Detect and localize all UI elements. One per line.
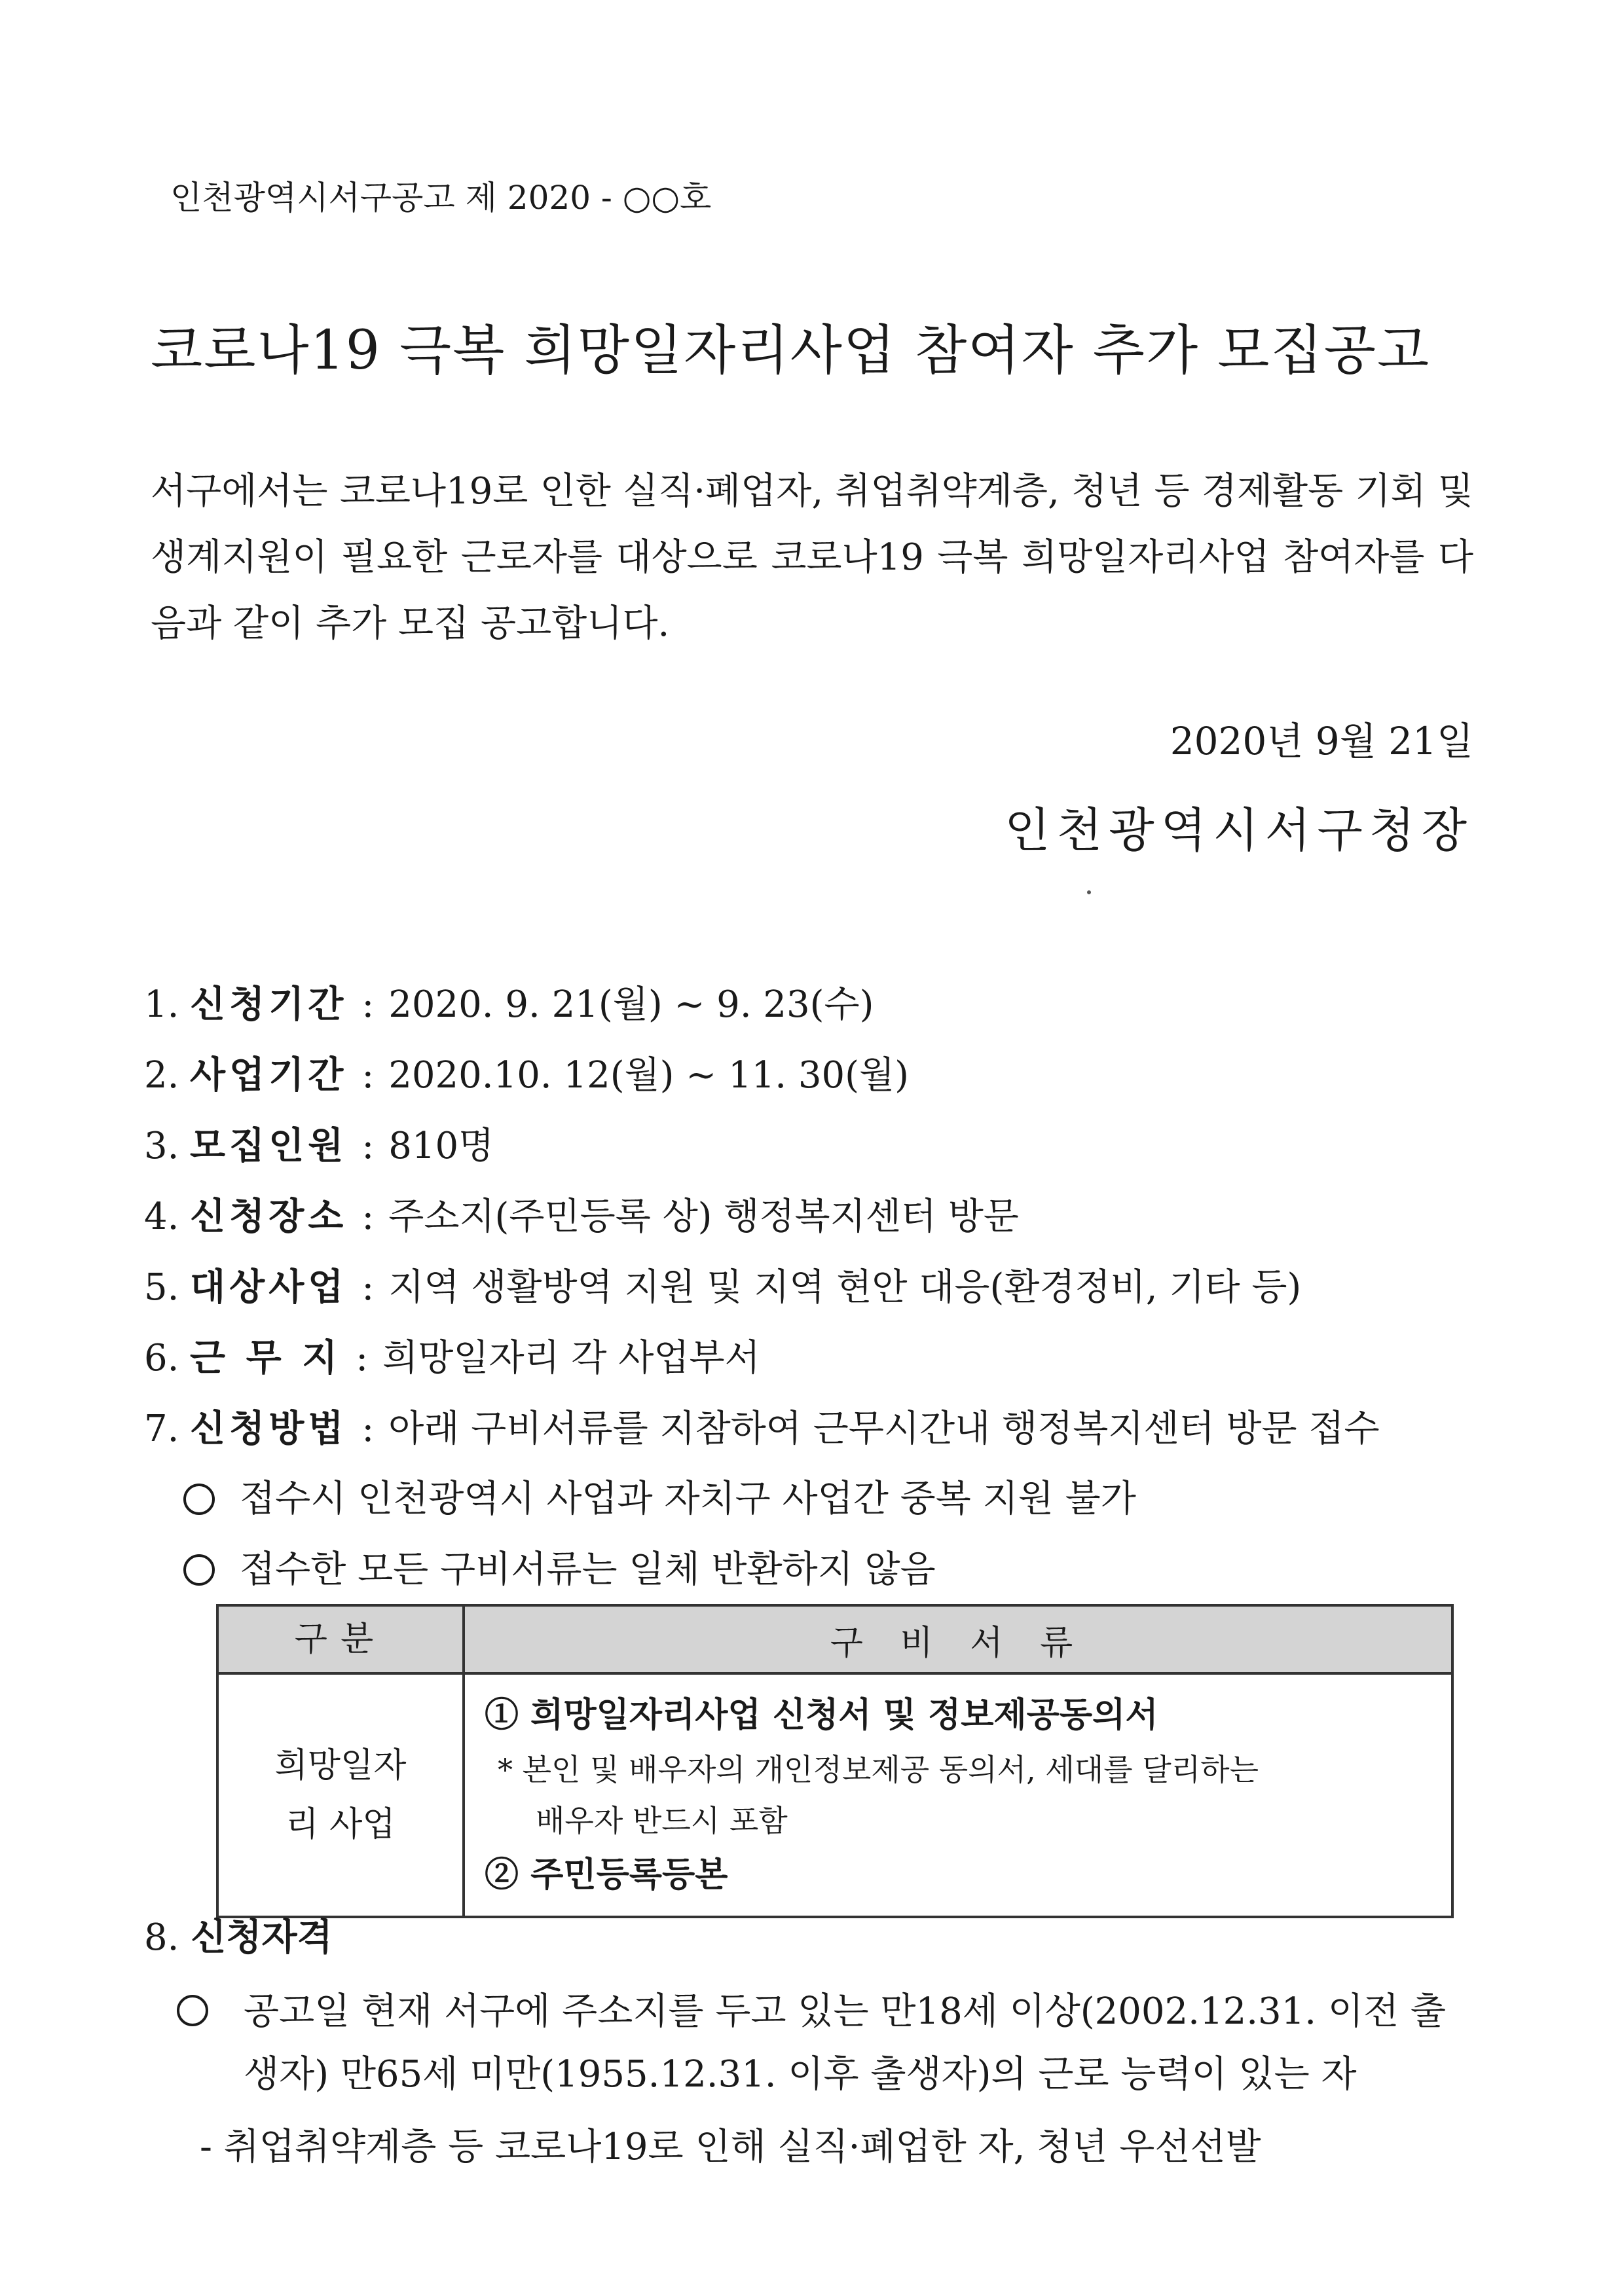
method-note: [144, 1535, 1493, 1605]
method-note: [144, 1464, 1493, 1535]
item-value: 희망일자리 각 사업부서: [382, 1337, 760, 1379]
item-value: 2020. 9. 21(월) ~ 9. 23(수): [388, 983, 874, 1026]
method-note-text: 접수한 모든 구비서류는 일체 반환하지 않음: [240, 1548, 936, 1591]
item-value: 아래 구비서류를 지참하여 근무시간내 행정복지센터 방문 접수: [388, 1408, 1380, 1450]
priority-note: - 취업취약계층 등 코로나19로 인해 실직·폐업한 자, 청년 우선선발: [200, 2126, 1261, 2168]
list-item: [144, 969, 1493, 1040]
section-number: 8.: [144, 1916, 179, 1959]
section-label: 신청자격: [191, 1916, 333, 1959]
notice-number: 인천광역시서구공고 제 2020 - ○○호: [170, 179, 712, 217]
qualification: [177, 1980, 1473, 2106]
notice-date: 2020년 9월 21일: [1170, 719, 1473, 763]
table-header-row: [217, 1605, 1452, 1673]
document-item: ① 희망일자리사업 신청서 및 정보제공동의서: [485, 1695, 1158, 1735]
intro-paragraph: 서구에서는 코로나19로 인한 실직·폐업자, 취업취약계층, 청년 등 경제활동 기회 및 생계지원이 필요한 근로자를 대상으로 코로나19 극복 희망일자리사업 참여자를 다음과 같이 추가 모집 공고합니다.: [151, 470, 1473, 645]
method-note-text: 접수시 인천광역시 사업과 자치구 사업간 중복 지원 불가: [240, 1478, 1136, 1520]
circle-bullet-icon: [183, 1554, 215, 1586]
scan-speck: [1087, 890, 1091, 894]
circle-bullet-icon: [177, 1995, 208, 2026]
category-text: 희망일자리 사업: [274, 1746, 407, 1844]
circle-bullet-icon: [183, 1484, 215, 1515]
document-note: 배우자 반드시 포함: [536, 1803, 788, 1838]
issuer: 인천광역시서구청장: [1005, 803, 1473, 858]
page-title: 코로나19 극복 희망일자리사업 참여자 추가 모집공고: [151, 319, 1431, 382]
section-8-heading: [144, 1908, 333, 1961]
colon: :: [361, 1125, 375, 1167]
colon: :: [361, 1266, 375, 1309]
list-item: [144, 1181, 1493, 1252]
documents-table: [216, 1604, 1454, 1918]
item-label: 신청장소: [190, 1195, 348, 1238]
item-number: 1.: [144, 983, 179, 1026]
item-label: 신청방법: [190, 1407, 348, 1450]
colon: :: [361, 1408, 375, 1450]
colon: :: [361, 1195, 375, 1238]
item-number: 4.: [144, 1195, 179, 1238]
category-cell: [217, 1673, 464, 1917]
item-label: 모집인원: [190, 1124, 348, 1167]
item-label: 대상사업: [190, 1266, 348, 1309]
colon: :: [361, 1054, 375, 1097]
item-value: 지역 생활방역 지원 및 지역 현안 대응(환경정비, 기타 등): [388, 1266, 1302, 1309]
item-number: 6.: [144, 1337, 179, 1379]
list-item: [144, 1322, 1493, 1393]
item-label: 사업기간: [190, 1053, 348, 1097]
list-item: [144, 1252, 1493, 1322]
qualification-text: 공고일 현재 서구에 주소지를 두고 있는 만18세 이상(2002.12.31. 이전 출생자) 만65세 미만(1955.12.31. 이후 출생자)의 근로 능력이 있는 자: [244, 1990, 1446, 2096]
list-item: [144, 1110, 1493, 1181]
colon: :: [361, 983, 375, 1026]
list-item: [144, 1040, 1493, 1110]
item-list: [144, 969, 1493, 1605]
item-value: 주소지(주민등록 상) 행정복지센터 방문: [388, 1195, 1019, 1238]
item-number: 7.: [144, 1408, 179, 1450]
list-item: [144, 1393, 1493, 1464]
table-row: [217, 1673, 1452, 1917]
colon: :: [356, 1337, 369, 1379]
item-label: 신청기간: [190, 983, 348, 1026]
header-category: 구분: [217, 1605, 464, 1673]
item-label: 근 무 지: [190, 1336, 342, 1379]
header-documents: 구 비 서 류: [464, 1605, 1452, 1673]
document-note: * 본인 및 배우자의 개인정보제공 동의서, 세대를 달리하는: [498, 1752, 1259, 1787]
document-item: ② 주민등록등본: [485, 1855, 728, 1895]
item-number: 3.: [144, 1125, 179, 1167]
item-value: 2020.10. 12(월) ~ 11. 30(월): [388, 1054, 909, 1097]
item-value: 810명: [388, 1125, 494, 1167]
documents-cell: [464, 1673, 1452, 1917]
item-number: 5.: [144, 1266, 179, 1309]
item-number: 2.: [144, 1054, 179, 1097]
